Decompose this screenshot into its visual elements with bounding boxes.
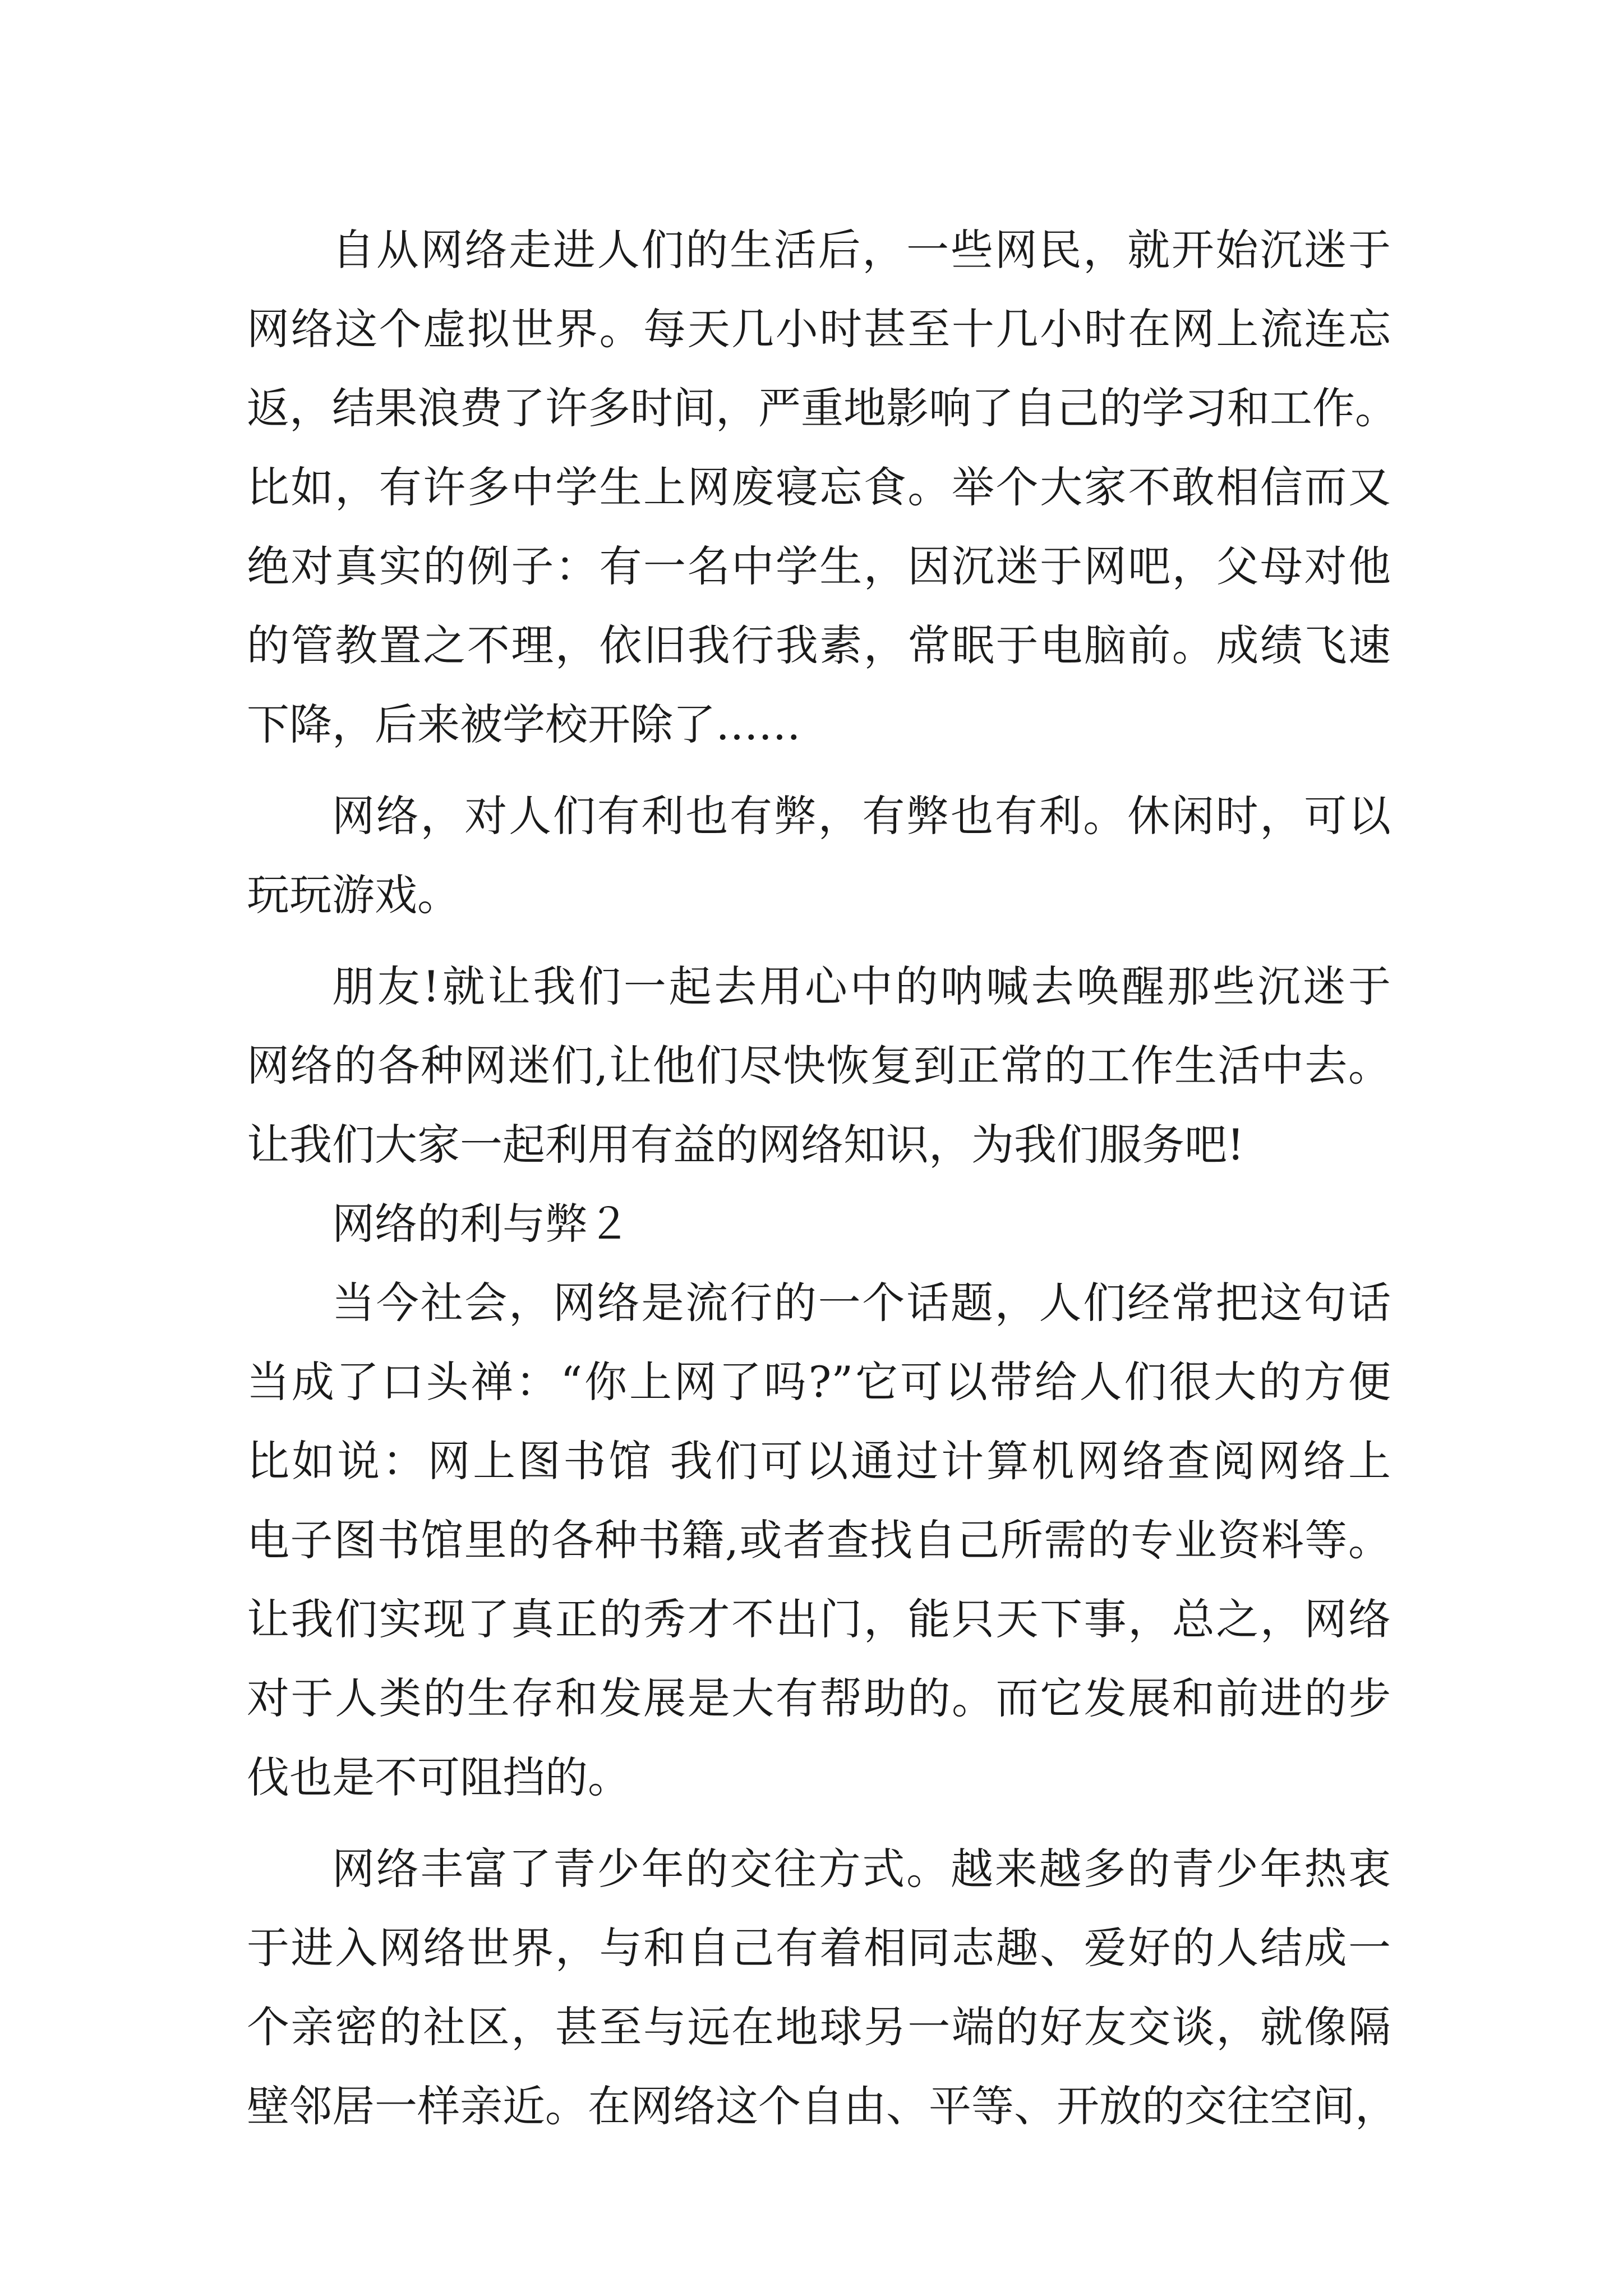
text-line: 让我们实现了真正的秀才不出门，能只天下事，总之，网络 xyxy=(247,1594,1391,1644)
document-body xyxy=(247,210,1398,2146)
text-line: 对于人类的生存和发展是大有帮助的。而它发展和前进的步 xyxy=(247,1673,1391,1723)
text-line: 下降，后来被学校开除了…… xyxy=(247,700,801,749)
text-line: 的管教置之不理，依旧我行我素，常眠于电脑前。成绩飞速 xyxy=(247,620,1391,670)
text-line: 网络的各种网迷们,让他们尽快恢复到正常的工作生活中去。 xyxy=(247,1041,1391,1091)
text-line: 电子图书馆里的各种书籍,或者查找自己所需的专业资料等。 xyxy=(247,1515,1391,1565)
text-line: 朋友!就让我们一起去用心中的呐喊去唤醒那些沉迷于 xyxy=(332,961,1391,1011)
section-title: 网络的利与弊２ xyxy=(332,1199,630,1249)
paragraph-gap xyxy=(247,935,1391,947)
paragraph-5 xyxy=(247,1829,1398,2146)
paragraph-gap xyxy=(247,1817,1391,1829)
text-line: 当今社会，网络是流行的一个话题，人们经常把这句话 xyxy=(332,1278,1391,1328)
text-line: 个亲密的社区，甚至与远在地球另一端的好友交谈，就像隔 xyxy=(247,2002,1391,2052)
text-line: 伐也是不可阻挡的。 xyxy=(247,1752,630,1802)
text-line: 于进入网络世界，与和自己有着相同志趣、爱好的人结成一 xyxy=(247,1923,1391,1973)
text-line: 网络丰富了青少年的交往方式。越来越多的青少年热衷 xyxy=(332,1844,1391,1894)
text-line: 当成了口头禅：“你上网了吗?”它可以带给人们很大的方便 xyxy=(247,1357,1391,1407)
section-heading xyxy=(247,1184,1391,1263)
text-line: 比如，有许多中学生上网废寝忘食。举个大家不敢相信而又 xyxy=(247,462,1391,512)
text-line: 玩玩游戏。 xyxy=(247,870,460,920)
text-line: 网络，对人们有利也有弊，有弊也有利。休闲时，可以 xyxy=(332,791,1391,841)
text-line: 壁邻居一样亲近。在网络这个自由、平等、开放的交往空间， xyxy=(247,2081,1398,2131)
text-line: 自从网络走进人们的生活后，一些网民，就开始沉迷于 xyxy=(332,225,1391,275)
text-line: 比如说：网上图书馆 我们可以通过计算机网络查阅网络上 xyxy=(247,1436,1391,1486)
paragraph-2 xyxy=(247,776,1391,935)
paragraph-gap xyxy=(247,764,1391,776)
paragraph-1 xyxy=(247,210,1398,764)
text-line: 绝对真实的例子：有一名中学生，因沉迷于网吧，父母对他 xyxy=(247,541,1391,591)
text-line: 网络这个虚拟世界。每天几小时甚至十几小时在网上流连忘 xyxy=(247,304,1391,354)
paragraph-4 xyxy=(247,1263,1391,1817)
text-line: 让我们大家一起利用有益的网络知识，为我们服务吧! xyxy=(247,1120,1244,1170)
paragraph-3 xyxy=(247,947,1391,1184)
text-line: 返，结果浪费了许多时间，严重地影响了自己的学习和工作。 xyxy=(247,383,1398,433)
